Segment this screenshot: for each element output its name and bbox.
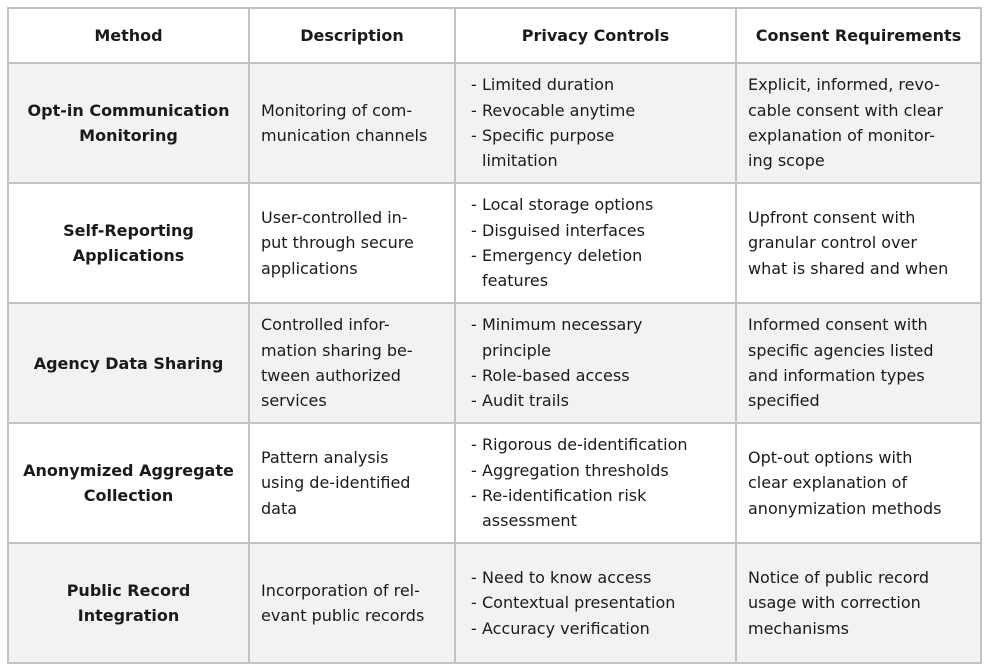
description-cell-line: Monitoring of com- (261, 100, 413, 120)
privacy-controls-cell (455, 183, 736, 303)
consent-requirements-cell-line: usage with correction (748, 593, 921, 613)
table-row (8, 183, 981, 303)
privacy-control-text: Re-identification risk (482, 486, 647, 505)
consent-requirements-cell-line: cable consent with clear (748, 100, 944, 120)
consent-requirements-cell-line: mechanisms (748, 618, 850, 638)
description-cell-line: User-controlled in- (261, 208, 408, 228)
method-cell-line: Applications (72, 246, 185, 265)
privacy-control-text: Audit trails (482, 391, 569, 411)
privacy-control-text: assessment (482, 511, 577, 531)
table-row (8, 63, 981, 183)
method-cell-line: Monitoring (79, 126, 178, 145)
privacy-controls-cell (455, 303, 736, 423)
privacy-control-item (466, 123, 725, 174)
consent-requirements-cell-line: Opt-out options with (748, 448, 913, 468)
consent-requirements-cell-line: specific agencies listed (748, 340, 934, 360)
consent-requirements-cell-line: Informed consent with (748, 315, 928, 335)
bullet-dash: - (471, 618, 477, 638)
method-cell (8, 303, 249, 423)
method-cell-line: Integration (77, 606, 180, 625)
table-header (8, 8, 981, 63)
consent-requirements-cell-line: specified (748, 391, 820, 411)
consent-requirements-cell (736, 183, 981, 303)
privacy-controls-list (466, 432, 725, 533)
privacy-control-text: Contextual presentation (482, 593, 676, 613)
privacy-control-text: Specific purpose (482, 126, 615, 145)
description-cell-line: data (261, 498, 298, 518)
privacy-control-item (466, 565, 725, 590)
consent-requirements-cell-line: and information types (748, 366, 925, 385)
column-header-consent-requirements: Consent Requirements (736, 8, 981, 63)
description-cell-line: Incorporation of rel- (261, 580, 420, 600)
bullet-dash: - (471, 593, 477, 613)
table-body (8, 63, 981, 663)
description-cell-line: evant public records (261, 606, 425, 625)
method-cell (8, 543, 249, 663)
description-cell (249, 183, 455, 303)
method-cell-line: Opt-in Communication (27, 101, 230, 120)
privacy-control-text: Revocable anytime (482, 100, 636, 120)
privacy-control-item (466, 432, 725, 457)
consent-requirements-cell (736, 423, 981, 543)
table-row (8, 543, 981, 663)
privacy-methods-table (7, 7, 982, 664)
privacy-control-text: Need to know access (482, 568, 652, 588)
description-cell-line: applications (261, 258, 358, 278)
privacy-controls-cell (455, 63, 736, 183)
privacy-control-item (466, 243, 725, 294)
consent-requirements-cell-line: ing scope (748, 151, 825, 171)
privacy-control-text: Role-based access (482, 366, 630, 385)
bullet-dash: - (471, 126, 477, 145)
bullet-dash: - (471, 460, 477, 480)
method-cell (8, 183, 249, 303)
method-cell-line: Anonymized Aggregate (23, 461, 234, 480)
privacy-methods-table-container (7, 7, 980, 660)
table-row (8, 423, 981, 543)
privacy-control-item (466, 218, 725, 243)
method-cell-line: Agency Data Sharing (33, 353, 224, 373)
privacy-control-text: Minimum necessary (482, 315, 643, 335)
privacy-control-item (466, 72, 725, 97)
privacy-control-text: limitation (482, 151, 558, 171)
consent-requirements-cell (736, 543, 981, 663)
privacy-control-item (466, 98, 725, 123)
consent-requirements-cell-line: granular control over (748, 233, 917, 253)
bullet-dash: - (471, 391, 477, 411)
description-cell-line: using de-identified (261, 473, 411, 493)
consent-requirements-cell-line: Notice of public record (748, 568, 930, 588)
bullet-dash: - (471, 100, 477, 120)
consent-requirements-cell (736, 303, 981, 423)
consent-requirements-cell-line: Upfront consent with (748, 208, 916, 228)
privacy-control-item (466, 312, 725, 363)
description-cell-line: munication channels (261, 126, 428, 145)
privacy-control-item (466, 192, 725, 217)
bullet-dash: - (471, 220, 477, 240)
privacy-controls-list (466, 312, 725, 413)
description-cell-line: put through secure (261, 233, 414, 253)
privacy-control-text: Limited duration (482, 75, 615, 95)
bullet-dash: - (471, 75, 477, 95)
privacy-control-item (466, 363, 725, 388)
description-cell (249, 423, 455, 543)
bullet-dash: - (471, 246, 477, 265)
consent-requirements-cell-line: what is shared and when (748, 258, 949, 278)
privacy-controls-cell (455, 423, 736, 543)
privacy-controls-list (466, 192, 725, 293)
column-header-description: Description (249, 8, 455, 63)
consent-requirements-cell-line: explanation of monitor- (748, 126, 935, 145)
bullet-dash: - (471, 435, 477, 455)
description-cell (249, 543, 455, 663)
privacy-control-text: Accuracy verification (482, 618, 650, 638)
description-cell-line: tween authorized (261, 366, 401, 385)
description-cell (249, 303, 455, 423)
table-row (8, 303, 981, 423)
privacy-controls-list (466, 565, 725, 641)
consent-requirements-cell-line: clear explanation of (748, 473, 908, 493)
method-cell-line: Collection (83, 486, 174, 505)
method-cell-line: Self-Reporting (63, 221, 194, 240)
method-cell (8, 423, 249, 543)
privacy-control-item (466, 483, 725, 534)
bullet-dash: - (471, 366, 477, 385)
consent-requirements-cell (736, 63, 981, 183)
privacy-control-text: features (482, 271, 549, 291)
header-row (8, 8, 981, 63)
method-cell-line: Public Record (66, 581, 191, 600)
description-cell-line: Pattern analysis (261, 448, 389, 468)
privacy-control-item (466, 388, 725, 413)
privacy-control-text: Local storage options (482, 195, 654, 215)
column-header-privacy-controls: Privacy Controls (455, 8, 736, 63)
privacy-control-text: Aggregation thresholds (482, 460, 669, 480)
privacy-control-text: Disguised interfaces (482, 220, 645, 240)
privacy-controls-list (466, 72, 725, 173)
description-cell (249, 63, 455, 183)
bullet-dash: - (471, 486, 477, 505)
bullet-dash: - (471, 568, 477, 588)
privacy-control-text: Emergency deletion (482, 246, 643, 265)
privacy-control-item (466, 458, 725, 483)
privacy-control-text: principle (482, 340, 552, 360)
bullet-dash: - (471, 195, 477, 215)
description-cell-line: mation sharing be- (261, 340, 413, 360)
privacy-control-text: Rigorous de-identification (482, 435, 688, 455)
privacy-controls-cell (455, 543, 736, 663)
description-cell-line: services (261, 391, 327, 411)
method-cell (8, 63, 249, 183)
column-header-method: Method (8, 8, 249, 63)
privacy-control-item (466, 590, 725, 615)
privacy-control-item (466, 616, 725, 641)
consent-requirements-cell-line: Explicit, informed, revo- (748, 75, 940, 95)
consent-requirements-cell-line: anonymization methods (748, 498, 942, 518)
description-cell-line: Controlled infor- (261, 315, 390, 335)
bullet-dash: - (471, 315, 477, 335)
